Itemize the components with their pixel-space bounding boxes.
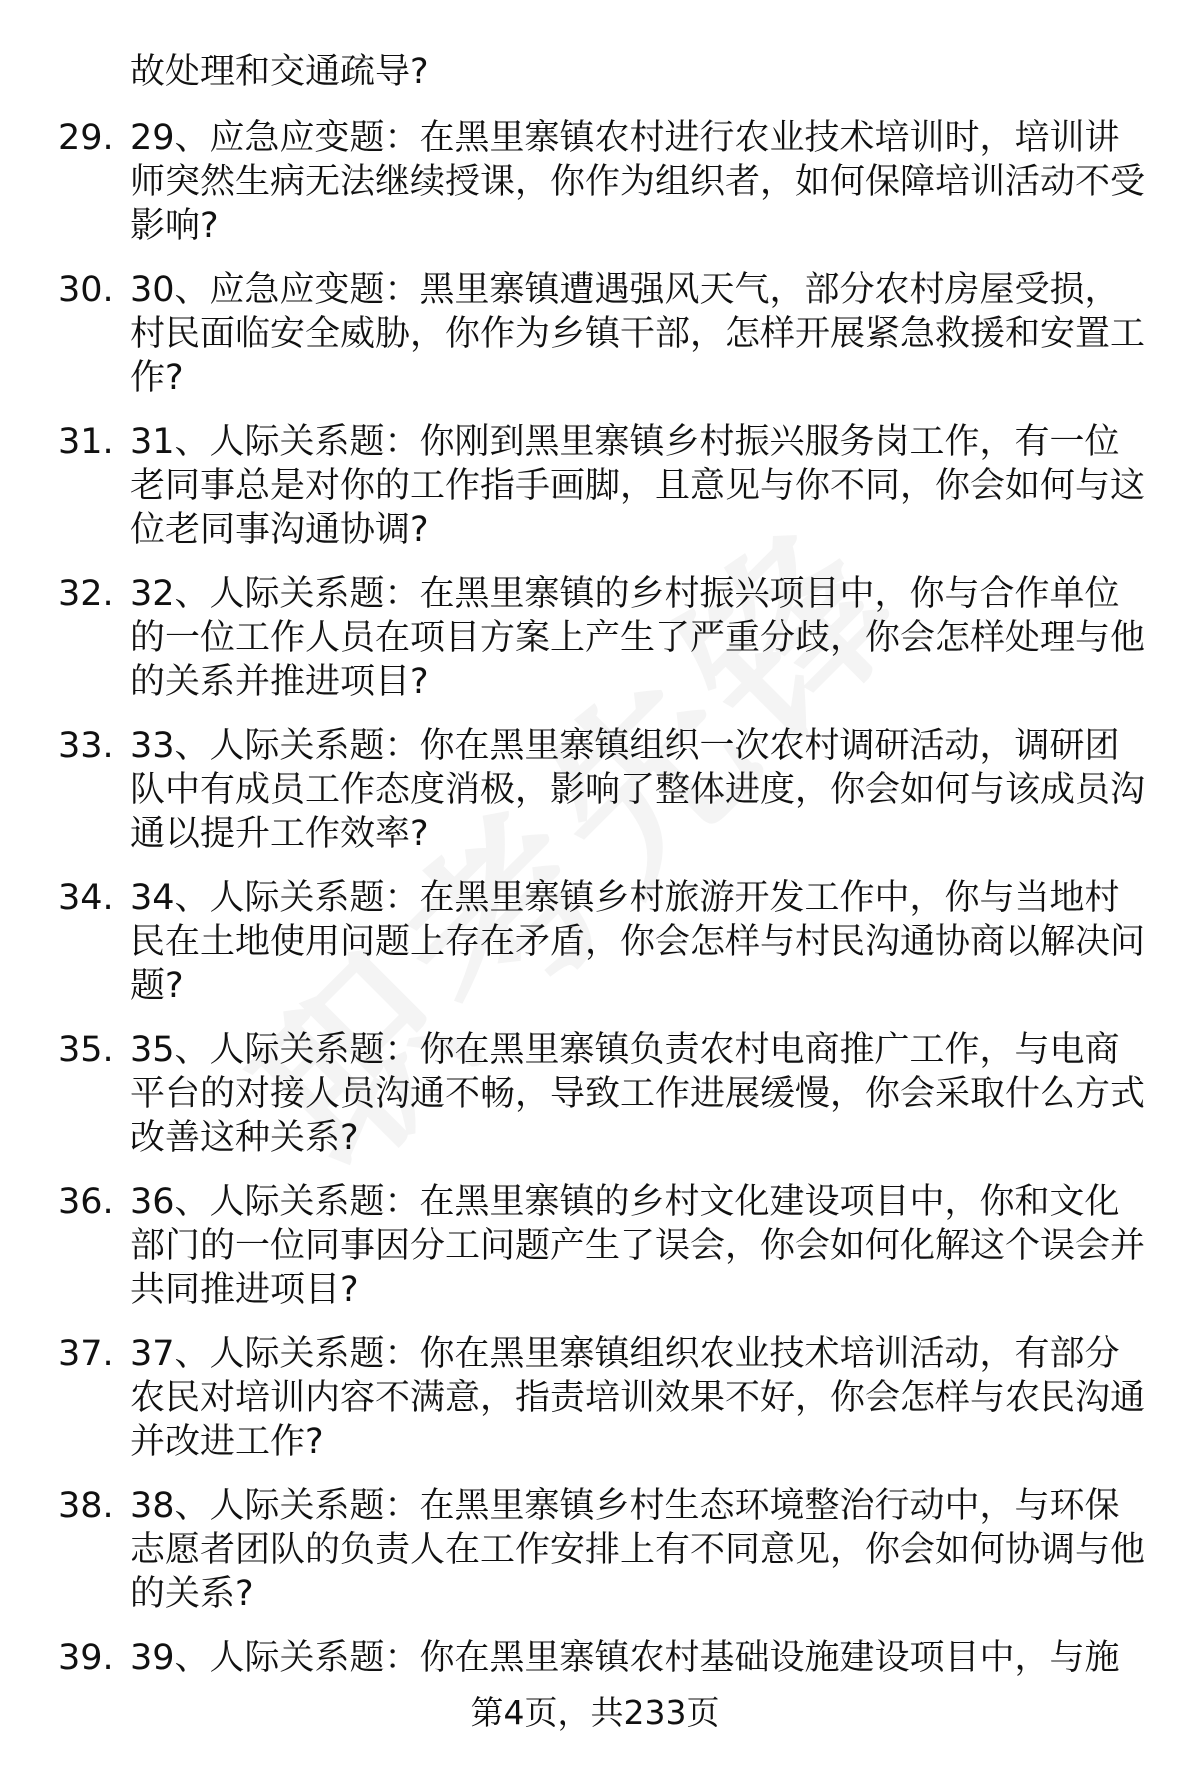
list-item xyxy=(0,1180,1190,1332)
page-footer: 第4页，共233页 xyxy=(470,1693,720,1732)
list-item xyxy=(0,572,1190,724)
item-number: 29. xyxy=(58,118,114,158)
item-text: 35、人际关系题：你在黑里寨镇负责农村电商推广工作，与电商平台的对接人员沟通不畅，导致工作进展缓慢，你会采取什么方式改善这种关系? xyxy=(130,1030,1146,1158)
list-item xyxy=(0,116,1190,268)
item-number: 33. xyxy=(58,726,114,766)
item-text: 38、人际关系题：在黑里寨镇乡村生态环境整治行动中，与环保志愿者团队的负责人在工作安排上有不同意见，你会如何协调与他的关系? xyxy=(130,1486,1146,1614)
list-item xyxy=(0,1332,1190,1484)
item-text: 36、人际关系题：在黑里寨镇的乡村文化建设项目中，你和文化部门的一位同事因分工问题产生了误会，你会如何化解这个误会并共同推进项目? xyxy=(130,1182,1146,1310)
item-text: 29、应急应变题：在黑里寨镇农村进行农业技术培训时，培训讲师突然生病无法继续授课，你作为组织者，如何保障培训活动不受影响? xyxy=(130,118,1146,246)
item-text: 39、人际关系题：你在黑里寨镇农村基础设施建设项目中，与施 xyxy=(130,1638,1120,1678)
item-number: 36. xyxy=(58,1182,114,1222)
item-text: 33、人际关系题：你在黑里寨镇组织一次农村调研活动，调研团队中有成员工作态度消极，影响了整体进度，你会如何与该成员沟通以提升工作效率? xyxy=(130,726,1146,854)
item-number: 37. xyxy=(58,1334,114,1374)
item-number: 39. xyxy=(58,1638,114,1678)
list-item xyxy=(0,268,1190,420)
item-number: 31. xyxy=(58,422,114,462)
item-text: 34、人际关系题：在黑里寨镇乡村旅游开发工作中，你与当地村民在土地使用问题上存在矛盾，你会怎样与村民沟通协商以解决问题? xyxy=(130,878,1146,1006)
item-text: 37、人际关系题：你在黑里寨镇组织农业技术培训活动，有部分农民对培训内容不满意，指责培训效果不好，你会怎样与农民沟通并改进工作? xyxy=(130,1334,1146,1462)
question-list xyxy=(0,116,1190,1788)
list-item xyxy=(0,420,1190,572)
list-item xyxy=(0,1484,1190,1636)
item-number: 32. xyxy=(58,574,114,614)
item-number: 38. xyxy=(58,1486,114,1526)
item-text: 30、应急应变题：黑里寨镇遭遇强风天气，部分农村房屋受损，村民面临安全威胁，你作为乡镇干部，怎样开展紧急救援和安置工作? xyxy=(130,270,1146,398)
list-item xyxy=(0,876,1190,1028)
item-number: 30. xyxy=(58,270,114,310)
item-number: 35. xyxy=(58,1030,114,1070)
item-text: 31、人际关系题：你刚到黑里寨镇乡村振兴服务岗工作，有一位老同事总是对你的工作指手画脚，且意见与你不同，你会如何与这位老同事沟通协调? xyxy=(130,422,1146,550)
continuation-text: 故处理和交通疏导? xyxy=(130,52,429,92)
list-item xyxy=(0,1028,1190,1180)
item-number: 34. xyxy=(58,878,114,918)
list-item xyxy=(0,724,1190,876)
item-text: 32、人际关系题：在黑里寨镇的乡村振兴项目中，你与合作单位的一位工作人员在项目方案上产生了严重分歧，你会怎样处理与他的关系并推进项目? xyxy=(130,574,1146,702)
